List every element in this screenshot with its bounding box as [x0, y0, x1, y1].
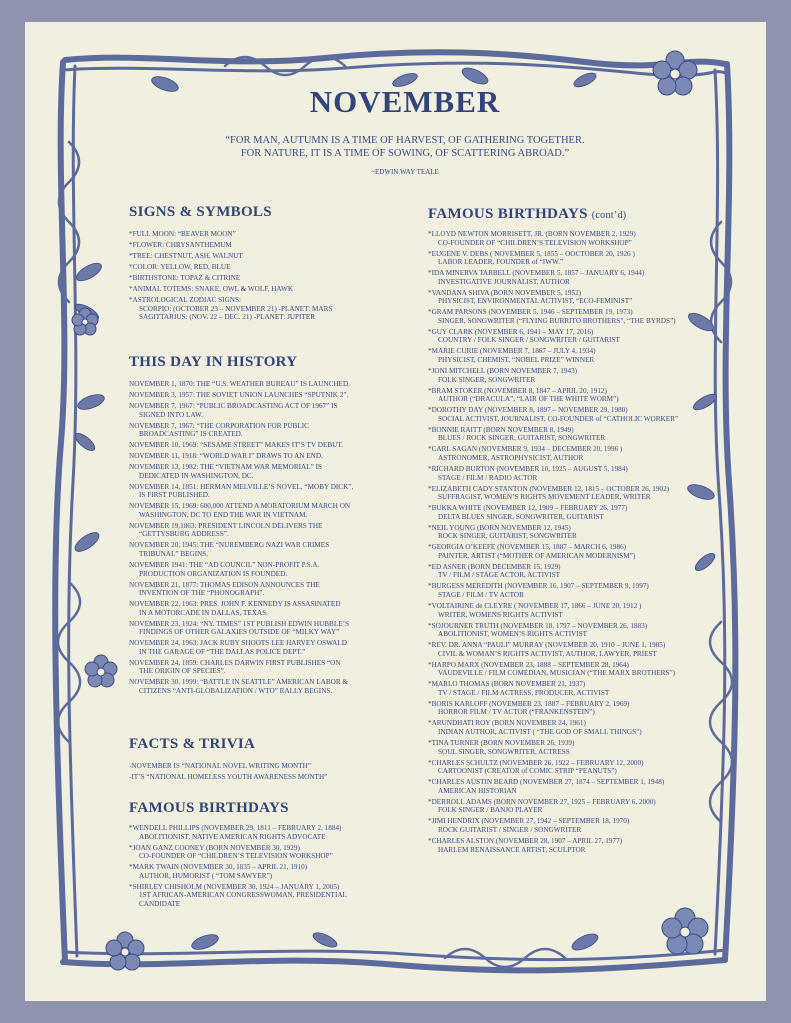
birthdays-cont-item — [428, 778, 738, 795]
signs-item — [129, 296, 404, 322]
history-item — [129, 391, 404, 400]
item-sub-text: ROCK SINGER, GUITARIST, SONGWRITER — [438, 532, 577, 541]
history-item — [129, 402, 404, 419]
history-list — [129, 380, 404, 698]
birthdays-cont-item — [428, 563, 738, 580]
content-area — [105, 82, 705, 962]
signs-item — [129, 285, 404, 294]
birthdays-cont-item — [428, 367, 738, 384]
birthdays-cont-item — [428, 406, 738, 423]
history-heading: THIS DAY IN HISTORY — [129, 354, 298, 370]
quote — [105, 134, 705, 160]
item-main-text: *DERROLL ADAMS (BORN NOVEMBER 27, 1925 – FEBRUARY 6, 2000) — [428, 797, 656, 806]
item-main-text: NOVEMBER 1941: THE “AD COUNCIL” NON-PROFIT P.S.A. — [129, 560, 320, 569]
birthdays-cont-item — [428, 230, 738, 247]
birthdays-cont-item — [428, 347, 738, 364]
item-main-text: *MARK TWAIN (NOVEMBER 30, 1835 – APRIL 21, 1910) — [129, 863, 308, 872]
history-item — [129, 620, 404, 637]
history-item — [129, 561, 404, 578]
signs-item — [129, 263, 404, 272]
trivia-item — [129, 762, 404, 771]
item-main-text: *IDA MINERVA TARBELL (NOVEMBER 5, 1857 – JANUARY 6, 1944) — [428, 269, 645, 278]
item-main-text: *JOAN GANZ COONEY (BORN NOVEMBER 30, 1929) — [129, 843, 300, 852]
item-main-text: *WENDELL PHILLIPS (NOVEMBER 29, 1811 – FEBRUARY 2, 1884) — [129, 824, 342, 832]
birthdays-list — [129, 824, 404, 911]
history-item — [129, 541, 404, 558]
trivia-list — [129, 762, 404, 784]
item-sub-text: SOCIAL ACTIVIST, JOURNALIST, CO-FOUNDER of “CATHOLIC WORKER” — [438, 414, 679, 423]
item-main-text: NOVEMBER 7, 1967: “PUBLIC BROADCASTING ACT OF 1967” IS — [129, 401, 338, 410]
item-sub-text: BROADCASTING” IS CREATED. — [139, 430, 243, 439]
trivia-heading: FACTS & TRIVIA — [129, 736, 256, 752]
birthdays-cont-item — [428, 759, 738, 776]
signs-item — [129, 274, 404, 283]
signs-list — [129, 230, 404, 324]
birthdays-cont-item — [428, 524, 738, 541]
birthdays-item — [129, 824, 404, 841]
item-main-text: -NOVEMBER IS “NATIONAL NOVEL WRITING MONTH” — [129, 762, 311, 770]
birthdays-cont-item — [428, 269, 738, 286]
item-sub-text: VAUDEVILLE / FILM COMEDIAN, MUSICIAN (“THE MARX BROTHERS”) — [438, 669, 676, 678]
item-main-text: *CHARLES ALSTON (NOVEMBER 28, 1907 – APRIL 27, 1977) — [428, 836, 623, 845]
history-item — [129, 463, 404, 480]
item-main-text: *ARUNDHATI ROY (BORN NOVEMBER 24, 1961) — [428, 719, 586, 728]
item-main-text: *NEIL YOUNG (BORN NOVEMBER 12, 1945) — [428, 523, 571, 532]
quote-line-1: “FOR MAN, AUTUMN IS A TIME OF HARVEST, OF GATHERING TOGETHER. — [225, 135, 585, 146]
birthdays-cont-item — [428, 661, 738, 678]
birthdays-heading: FAMOUS BIRTHDAYS — [129, 800, 289, 816]
history-item — [129, 639, 404, 656]
item-main-text: *JIMI HENDRIX (NOVEMBER 27, 1942 – SEPTEMBER 18, 1970) — [428, 817, 630, 826]
item-main-text: NOVEMBER 19,1863: PRESIDENT LINCOLN DELIVERS THE — [129, 521, 323, 530]
item-sub-text: CO-FOUNDER OF “CHILDREN’S TELEVISION WORKSHOP” — [438, 238, 632, 247]
birthdays-cont-item — [428, 602, 738, 619]
birthdays-cont-heading — [428, 206, 626, 223]
history-item — [129, 659, 404, 676]
item-main-text: *GRAM PARSONS (NOVEMBER 5, 1946 – SEPTEMBER 19, 1973) — [428, 308, 633, 317]
quote-author: ~EDWIN WAY TEALE — [371, 168, 439, 176]
item-sub-text: AUTHOR, HUMORIST ( “TOM SAWYER”) — [139, 871, 273, 880]
item-sub-text: DEDICATED IN WASHINGTON, DC. — [139, 471, 254, 480]
item-sub-text: BLUES / ROCK SINGER, GUITARIST, SONGWRITER — [438, 434, 606, 443]
history-item — [129, 600, 404, 617]
item-sub-text: ABOLITIONIST, WOMEN’S RIGHTS ACTIVIST — [438, 630, 588, 639]
item-sub-text: AUTHOR (“DRACULA”, “LAIR OF THE WHITE WORM”) — [438, 395, 619, 404]
item-main-text: *VANDANA SHIVA (BORN NOVEMBER 5, 1952) — [428, 288, 582, 297]
birthdays-cont-item — [428, 445, 738, 462]
item-sub-text: INDIAN AUTHOR, ACTIVIST ( “THE GOD OF SMALL THINGS”) — [438, 728, 642, 737]
item-sub-text: SCORPIO: (OCTOBER 23 – NOVEMBER 21) -PLANET: MARS SAGITTARIUS: (NOV. 22 – DEC. 21) -PLANET: JUPITER — [139, 304, 333, 322]
item-main-text: NOVEMBER 1, 1870: THE “U.S. WEATHER BUREAU” IS LAUNCHED. — [129, 380, 350, 388]
item-sub-text: ASTRONOMER, ASTROPHYSICIST, AUTHOR — [438, 453, 584, 462]
item-sub-text: SIGNED INTO LAW. — [139, 410, 203, 419]
history-item — [129, 422, 404, 439]
item-main-text: *JONI MITCHELL (BORN NOVEMBER 7, 1943) — [428, 367, 578, 376]
item-main-text: NOVEMBER 20, 1945: THE “NUREMBERG NAZI WAR CRIMES — [129, 541, 330, 550]
birthdays-cont-item — [428, 289, 738, 306]
item-sub-text: SUFFRAGIST, WOMEN’S RIGHTS MOVEMENT LEADER, WRITER — [438, 493, 651, 502]
birthdays-item — [129, 863, 404, 880]
item-main-text: *HARPO MARX (NOVEMBER 23, 1888 – SEPTEMBER 28, 1964) — [428, 660, 629, 669]
item-main-text: *BUKKA WHITE (NOVEMBER 12, 1909 – FEBRUARY 26, 1977) — [428, 504, 628, 513]
birthdays-cont-item — [428, 622, 738, 639]
item-main-text: *FULL MOON: “BEAVER MOON” — [129, 230, 236, 238]
item-sub-text: WASHINGTON, DC TO END THE WAR IN VIETNAM. — [139, 510, 308, 519]
birthdays-cont-item — [428, 485, 738, 502]
poster-page — [25, 22, 766, 1001]
item-main-text: *CARL SAGAN (NOVEMBER 9, 1934 – DECEMBER 20, 1996 ) — [428, 445, 623, 454]
history-item — [129, 483, 404, 500]
item-sub-text: IS FIRST PUBLISHED. — [139, 491, 210, 500]
item-main-text: *BURGESS MEREDITH (NOVEMBER 16, 1907 – SEPTEMBER 9, 1997) — [428, 582, 649, 591]
history-item — [129, 452, 404, 461]
item-main-text: *GUY CLARK (NOVEMBER 6, 1941 – MAY 17, 2016) — [428, 327, 594, 336]
item-sub-text: TV / FILM / STAGE ACTOR, ACTIVIST — [438, 571, 560, 580]
item-sub-text: CARTOONIST (CREATOR of COMIC STRIP “PEANUTS”) — [438, 767, 617, 776]
item-sub-text: CO-FOUNDER OF “CHILDREN’S TELEVISION WORKSHOP” — [139, 852, 333, 861]
item-main-text: NOVEMBER 10, 1969: “SESAME STREET” MAKES IT’S TV DEBUT. — [129, 441, 344, 450]
item-sub-text: 1ST AFRICAN-AMERICAN CONGRESSWOMAN, PRESIDENTIAL CANDIDATE — [139, 891, 347, 908]
item-main-text: NOVEMBER 22, 1963: PRES. JOHN F. KENNEDY IS ASSASINATED — [129, 600, 341, 609]
item-sub-text: ABOLITIONIST, NATIVE AMERICAN RIGHTS ADVOCATE — [139, 832, 326, 841]
item-sub-text: WRITER, WOMENS RIGHTS ACTIVIST — [438, 610, 563, 619]
item-main-text: NOVEMBER 7, 1967: “THE CORPORATION FOR PUBLIC — [129, 421, 309, 430]
item-sub-text: INVESTIGATIVE JOURNALIST, AUTHOR — [438, 277, 570, 286]
item-main-text: *ASTROLOGICAL ZODIAC SIGNS: — [129, 295, 241, 304]
item-sub-text: FOLK SINGER / BANJO PLAYER — [438, 806, 543, 815]
item-main-text: *BONNIE RAITT (BORN NOVEMBER 8, 1949) — [428, 425, 574, 434]
item-main-text: *ED ASNER (BORN DECEMBER 15, 1929) — [428, 562, 561, 571]
birthdays-cont-item — [428, 837, 738, 854]
item-main-text: NOVEMBER 21, 1877: THOMAS EDISON ANNOUNCES THE — [129, 580, 320, 589]
item-sub-text: SOUL SINGER, SONGWRITER, ACTRESS — [438, 747, 570, 756]
birthdays-cont-item — [428, 328, 738, 345]
signs-heading: SIGNS & SYMBOLS — [129, 204, 272, 220]
birthdays-cont-item — [428, 719, 738, 736]
item-main-text: NOVEMBER 3, 1957: THE SOVIET UNION LAUNCHES “SPUTNIK 2”. — [129, 390, 349, 399]
history-item — [129, 441, 404, 450]
item-sub-text: CIVIL & WOMAN’S RIGHTS ACTIVIST, AUTHOR, LAWYER, PRIEST — [438, 649, 657, 658]
item-sub-text: STAGE / FILM / TV ACTOR — [438, 591, 524, 599]
item-main-text: *CHARLES AUSTIN BEARD (NOVEMBER 27, 1874 – SEPTEMBER 1, 1948) — [428, 778, 665, 787]
item-main-text: NOVEMBER 11, 1918: “WORLD WAR I” DRAWS TO AN END. — [129, 452, 323, 461]
item-sub-text: IN THE GARAGE OF “THE DALLAS POLICE DEPT.” — [139, 647, 306, 656]
birthdays-cont-item — [428, 387, 738, 404]
birthdays-cont-suffix: (cont’d) — [591, 210, 627, 221]
item-main-text: *RICHARD BURTON (NOVEMBER 10, 1925 – AUGUST 5, 1984) — [428, 464, 628, 473]
item-main-text: *MARIE CURIE (NOVEMBER 7, 1867 – JULY 4, 1934) — [428, 347, 596, 356]
birthdays-item — [129, 844, 404, 861]
item-sub-text: PAINTER, ARTIST (“MOTHER OF AMERICAN MODERNISM”) — [438, 551, 636, 560]
item-main-text: NOVEMBER 24, 1963: JACK RUBY SHOOTS LEE HARVEY OSWALD — [129, 639, 347, 648]
item-main-text: *GEORGIA O’KEEFE (NOVEMBER 15, 1887 – MARCH 6, 1986) — [428, 543, 627, 552]
item-sub-text: AMERICAN HISTORIAN — [438, 786, 517, 795]
item-main-text: *TREE: CHESTNUT, ASH, WALNUT — [129, 251, 243, 260]
item-main-text: *EUGENE V. DEBS ( NOVEMBER 5, 1855 – OOCTOBER 20, 1926 ) — [428, 249, 635, 258]
item-main-text: *TINA TURNER (BORN NOVEMBER 26, 1939) — [428, 739, 575, 748]
history-item — [129, 522, 404, 539]
item-main-text: NOVEMBER 30, 1999: “BATTLE IN SEATTLE” AMERICAN LABOR & — [129, 678, 349, 687]
birthdays-cont-item — [428, 739, 738, 756]
item-sub-text: LABOR LEADER, FOUNDER of “IWW.” — [438, 258, 564, 267]
item-main-text: *SOJOURNER TRUTH (NOVEMBER 18, 1797 – NOVEMBER 26, 1883) — [428, 621, 648, 630]
item-main-text: *SHIRLEY CHISHOLM (NOVEMBER 30, 1924 – JANUARY 1, 2005) — [129, 882, 340, 891]
item-sub-text: DELTA BLUES SINGER, SONGWRITER, GUITARIST — [438, 512, 604, 521]
item-main-text: *COLOR: YELLOW, RED, BLUE — [129, 262, 231, 271]
item-sub-text: PRODUCTION ORGANIZATION IS FOUNDED. — [139, 569, 288, 578]
item-main-text: *FLOWER: CHRYSANTHEMUM — [129, 240, 232, 249]
birthdays-cont-item — [428, 798, 738, 815]
history-item — [129, 502, 404, 519]
item-sub-text: CITIZENS “ANTI-GLOBALIZATION / WTO” RALLY BEGINS. — [139, 687, 333, 696]
item-sub-text: THE ORIGIN OF SPECIES”. — [139, 667, 226, 676]
item-main-text: *DOROTHY DAY (NOVEMBER 8, 1897 – NOVEMBER 29, 1980) — [428, 406, 628, 415]
item-sub-text: TRIBUNAL” BEGINS. — [139, 550, 209, 558]
signs-item — [129, 230, 404, 239]
item-sub-text: “GETTYSBURG ADDRESS”. — [139, 530, 229, 539]
history-item — [129, 678, 404, 695]
quote-line-2: FOR NATURE, IT IS A TIME OF SOWING, OF SCATTERING ABROAD.” — [240, 148, 570, 159]
birthdays-item — [129, 883, 404, 909]
item-sub-text: IN A MOTORCADE IN DALLAS, TEXAS. — [139, 608, 268, 617]
item-sub-text: FOLK SINGER, SONGWRITER — [438, 375, 536, 384]
item-sub-text: HARLEM RENAISSANCE ARTIST, SCULPTOR — [438, 845, 586, 854]
item-main-text: NOVEMBER 24, 1859: CHARLES DARWIN FIRST PUBLISHES “ON — [129, 658, 341, 667]
item-sub-text: FINDINGS OF OTHER GALAXIES OUTSIDE OF “MILKY WAY” — [139, 628, 340, 637]
item-sub-text: PHYSICIST, ENVIRONMENTAL ACTIVIST, “ECO-FEMINIST” — [438, 297, 633, 306]
item-sub-text: INVENTION OF THE “PHONOGRAPH”. — [139, 589, 265, 598]
item-sub-text: COUNTRY / FOLK SINGER / SONGWRITER / GUITARIST — [438, 336, 620, 345]
item-sub-text: TV / STAGE / FILM ACTRESS, PRODUCER, ACTIVIST — [438, 688, 610, 697]
birthdays-cont-list — [428, 230, 738, 857]
item-main-text: *MARLO THOMAS (BORN NOVEMBER 21, 1937) — [428, 680, 586, 689]
item-sub-text: STAGE / FILM / RADIO ACTOR — [438, 473, 538, 482]
item-main-text: *REV. DR. ANNA “PAULI” MURRAY (NOVEMBER 20, 1910 – JUNE 1, 1985) — [428, 641, 666, 650]
item-main-text: NOVEMBER 14, 1851: HERMAN MELVILLE’S NOVEL, “MOBY DICK”, — [129, 482, 354, 491]
item-main-text: *BRAM STOKER (NOVEMBER 8, 1847 – APRIL 20, 1912) — [428, 386, 607, 395]
item-main-text: NOVEMBER 15, 1969: 600,000 ATTEND A MORATORIUM MARCH ON — [129, 502, 351, 511]
birthdays-cont-item — [428, 680, 738, 697]
birthdays-cont-item — [428, 465, 738, 482]
birthdays-cont-item — [428, 582, 738, 599]
birthdays-cont-item — [428, 641, 738, 658]
history-item — [129, 581, 404, 598]
item-main-text: *CHARLES SCHULTZ (NOVEMBER 26, 1922 – FEBRUARY 12, 2000) — [428, 758, 644, 767]
item-main-text: *LLOYD NEWTON MORRISETT, JR. (BORN NOVEMBER 2, 1929) — [428, 230, 636, 238]
page-title: NOVEMBER — [309, 84, 501, 119]
birthdays-cont-title: FAMOUS BIRTHDAYS — [428, 206, 588, 222]
item-main-text: *BIRTHSTONE: TOPAZ & CITRINE — [129, 273, 241, 282]
birthdays-cont-item — [428, 504, 738, 521]
item-main-text: *ANIMAL TOTEMS: SNAKE, OWL & WOLF, HAWK — [129, 284, 294, 293]
signs-item — [129, 241, 404, 250]
item-sub-text: HORROR FILM / TV ACTOR (“FRANKENSTEIN”) — [438, 708, 595, 717]
item-sub-text: PHYSICIST, CHEMIST, “NOBEL PRIZE” WINNER — [438, 356, 595, 365]
birthdays-cont-item — [428, 308, 738, 325]
birthdays-cont-item — [428, 250, 738, 267]
item-main-text: *BORIS KARLOFF (NOVEMBER 23, 1887 – FEBRUARY 2, 1969) — [428, 699, 630, 708]
item-main-text: NOVEMBER 23, 1924: “NY. TIMES” 1ST PUBLISH EDWIN HUBBLE’S — [129, 619, 350, 628]
item-main-text: NOVEMBER 13, 1982: THE “VIETNAM WAR MEMORIAL” IS — [129, 463, 322, 472]
item-main-text: *ELIZABETH CADY STANTON (NOVEMBER 12, 1815 – OCTOBER 26, 1902) — [428, 484, 670, 493]
signs-item — [129, 252, 404, 261]
birthdays-cont-item — [428, 700, 738, 717]
item-sub-text: ROCK GUITARIST / SINGER / SONGWRITER — [438, 825, 582, 834]
item-main-text: -IT’S “NATIONAL HOMELESS YOUTH AWARENESS MONTH” — [129, 772, 328, 781]
birthdays-cont-item — [428, 543, 738, 560]
birthdays-cont-item — [428, 426, 738, 443]
trivia-item — [129, 773, 404, 782]
item-sub-text: SINGER, SONGWRITER (“FLYING BURRITO BROTHERS”, “THE BYRDS”) — [438, 316, 676, 325]
history-item — [129, 380, 404, 389]
birthdays-cont-item — [428, 817, 738, 834]
item-main-text: *VOLTAIRINE de CLEYRE ( NOVEMBER 17, 1866 – JUNE 20, 1912 ) — [428, 601, 642, 610]
